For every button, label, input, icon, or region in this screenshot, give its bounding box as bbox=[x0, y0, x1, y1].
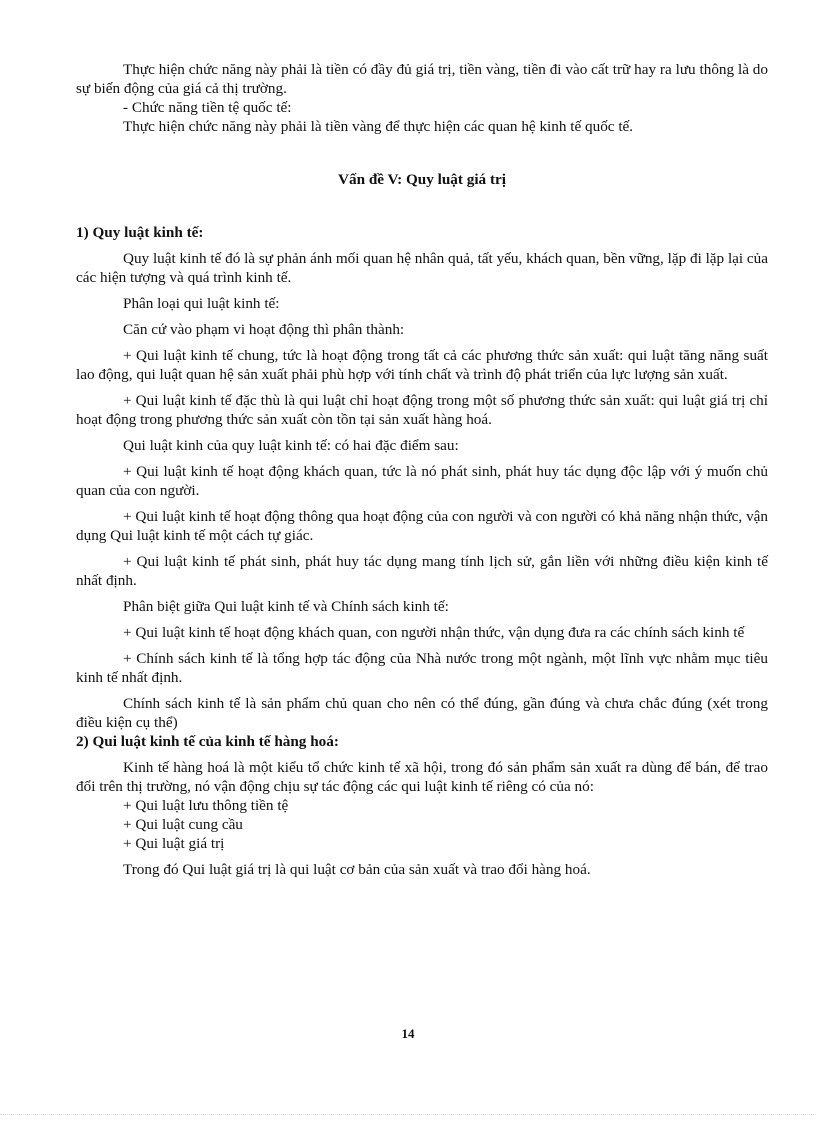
list-item: + Qui luật lưu thông tiền tệ bbox=[123, 797, 289, 814]
section-heading: 1) Quy luật kinh tế: bbox=[76, 224, 204, 241]
paragraph: - Chức năng tiền tệ quốc tế: bbox=[123, 99, 292, 116]
paragraph: Trong đó Qui luật giá trị là qui luật cơ bản của sản xuất và trao đổi hàng hoá. bbox=[123, 861, 591, 878]
paragraph: Phân biệt giữa Qui luật kinh tế và Chính sách kinh tế: bbox=[123, 598, 449, 615]
paragraph: Qui luật kinh của quy luật kinh tế: có hai đặc điểm sau: bbox=[123, 437, 459, 454]
paragraph: + Qui luật kinh tế phát sinh, phát huy tác dụng mang tính lịch sử, gắn liền với những điều kiện kinh tế nhất định. bbox=[76, 553, 768, 589]
paragraph: Thực hiện chức năng này phải là tiền có đầy đủ giá trị, tiền vàng, tiền đi vào cất trữ hay ra lưu thông là do sự biến động của giá cả thị trường. bbox=[76, 61, 768, 97]
paragraph: + Qui luật kinh tế hoạt động thông qua hoạt động của con người và con người có khả năng nhận thức, vận dụng Qui luật kinh tế một cách tự giác. bbox=[76, 508, 768, 544]
paragraph: Kinh tế hàng hoá là một kiểu tổ chức kinh tế xã hội, trong đó sản phẩm sản xuất ra dùng để bán, để trao đổi trên thị trường, nó vận động chịu sự tác động các qui luật kinh tế riêng có của nó: bbox=[76, 759, 768, 795]
paragraph: Chính sách kinh tế là sản phẩm chủ quan cho nên có thể đúng, gần đúng và chưa chắc đúng (xét trong điều kiện cụ thể) bbox=[76, 695, 768, 731]
paragraph: Thực hiện chức năng này phải là tiền vàng để thực hiện các quan hệ kinh tế quốc tế. bbox=[123, 118, 634, 135]
paragraph: + Chính sách kinh tế là tổng hợp tác động của Nhà nước trong một ngành, một lĩnh vực nhằm mục tiêu kinh tế nhất định. bbox=[76, 650, 768, 686]
paragraph: + Qui luật kinh tế hoạt động khách quan, tức là nó phát sinh, phát huy tác dụng độc lập với ý muốn chủ quan của con người. bbox=[76, 463, 768, 499]
paragraph: + Qui luật kinh tế hoạt động khách quan, con người nhận thức, vận dụng đưa ra các chính sách kinh tế bbox=[123, 624, 745, 641]
paragraph: Căn cứ vào phạm vi hoạt động thì phân thành: bbox=[123, 321, 405, 338]
paragraph: + Qui luật kinh tế đặc thù là qui luật chỉ hoạt động trong một số phương thức sản xuất: qui luật giá trị chỉ hoạt động trong phương thức sản xuất còn tồn tại sản xuất hàng hoá. bbox=[76, 392, 768, 428]
list-item: + Qui luật cung cầu bbox=[123, 816, 243, 833]
document-page bbox=[76, 60, 768, 879]
section-title: Vấn đề V: Quy luật giá trị bbox=[338, 171, 506, 188]
list-item: + Qui luật giá trị bbox=[123, 835, 225, 852]
section-heading: 2) Qui luật kinh tế của kinh tế hàng hoá: bbox=[76, 733, 339, 750]
page-divider bbox=[0, 1114, 816, 1115]
paragraph: Phân loại qui luật kinh tế: bbox=[123, 295, 280, 312]
paragraph: Quy luật kinh tế đó là sự phản ánh mối quan hệ nhân quả, tất yếu, khách quan, bền vững, lặp đi lặp lại của các hiện tượng và quá trình kinh tế. bbox=[76, 250, 768, 286]
paragraph: + Qui luật kinh tế chung, tức là hoạt động trong tất cả các phương thức sản xuất: qui luật tăng năng suất lao động, qui luật quan hệ sản xuất phải phù hợp với tính chất và trình độ phát triển của lực lượng sản xuất. bbox=[76, 347, 768, 383]
page-number: 14 bbox=[401, 1026, 415, 1041]
